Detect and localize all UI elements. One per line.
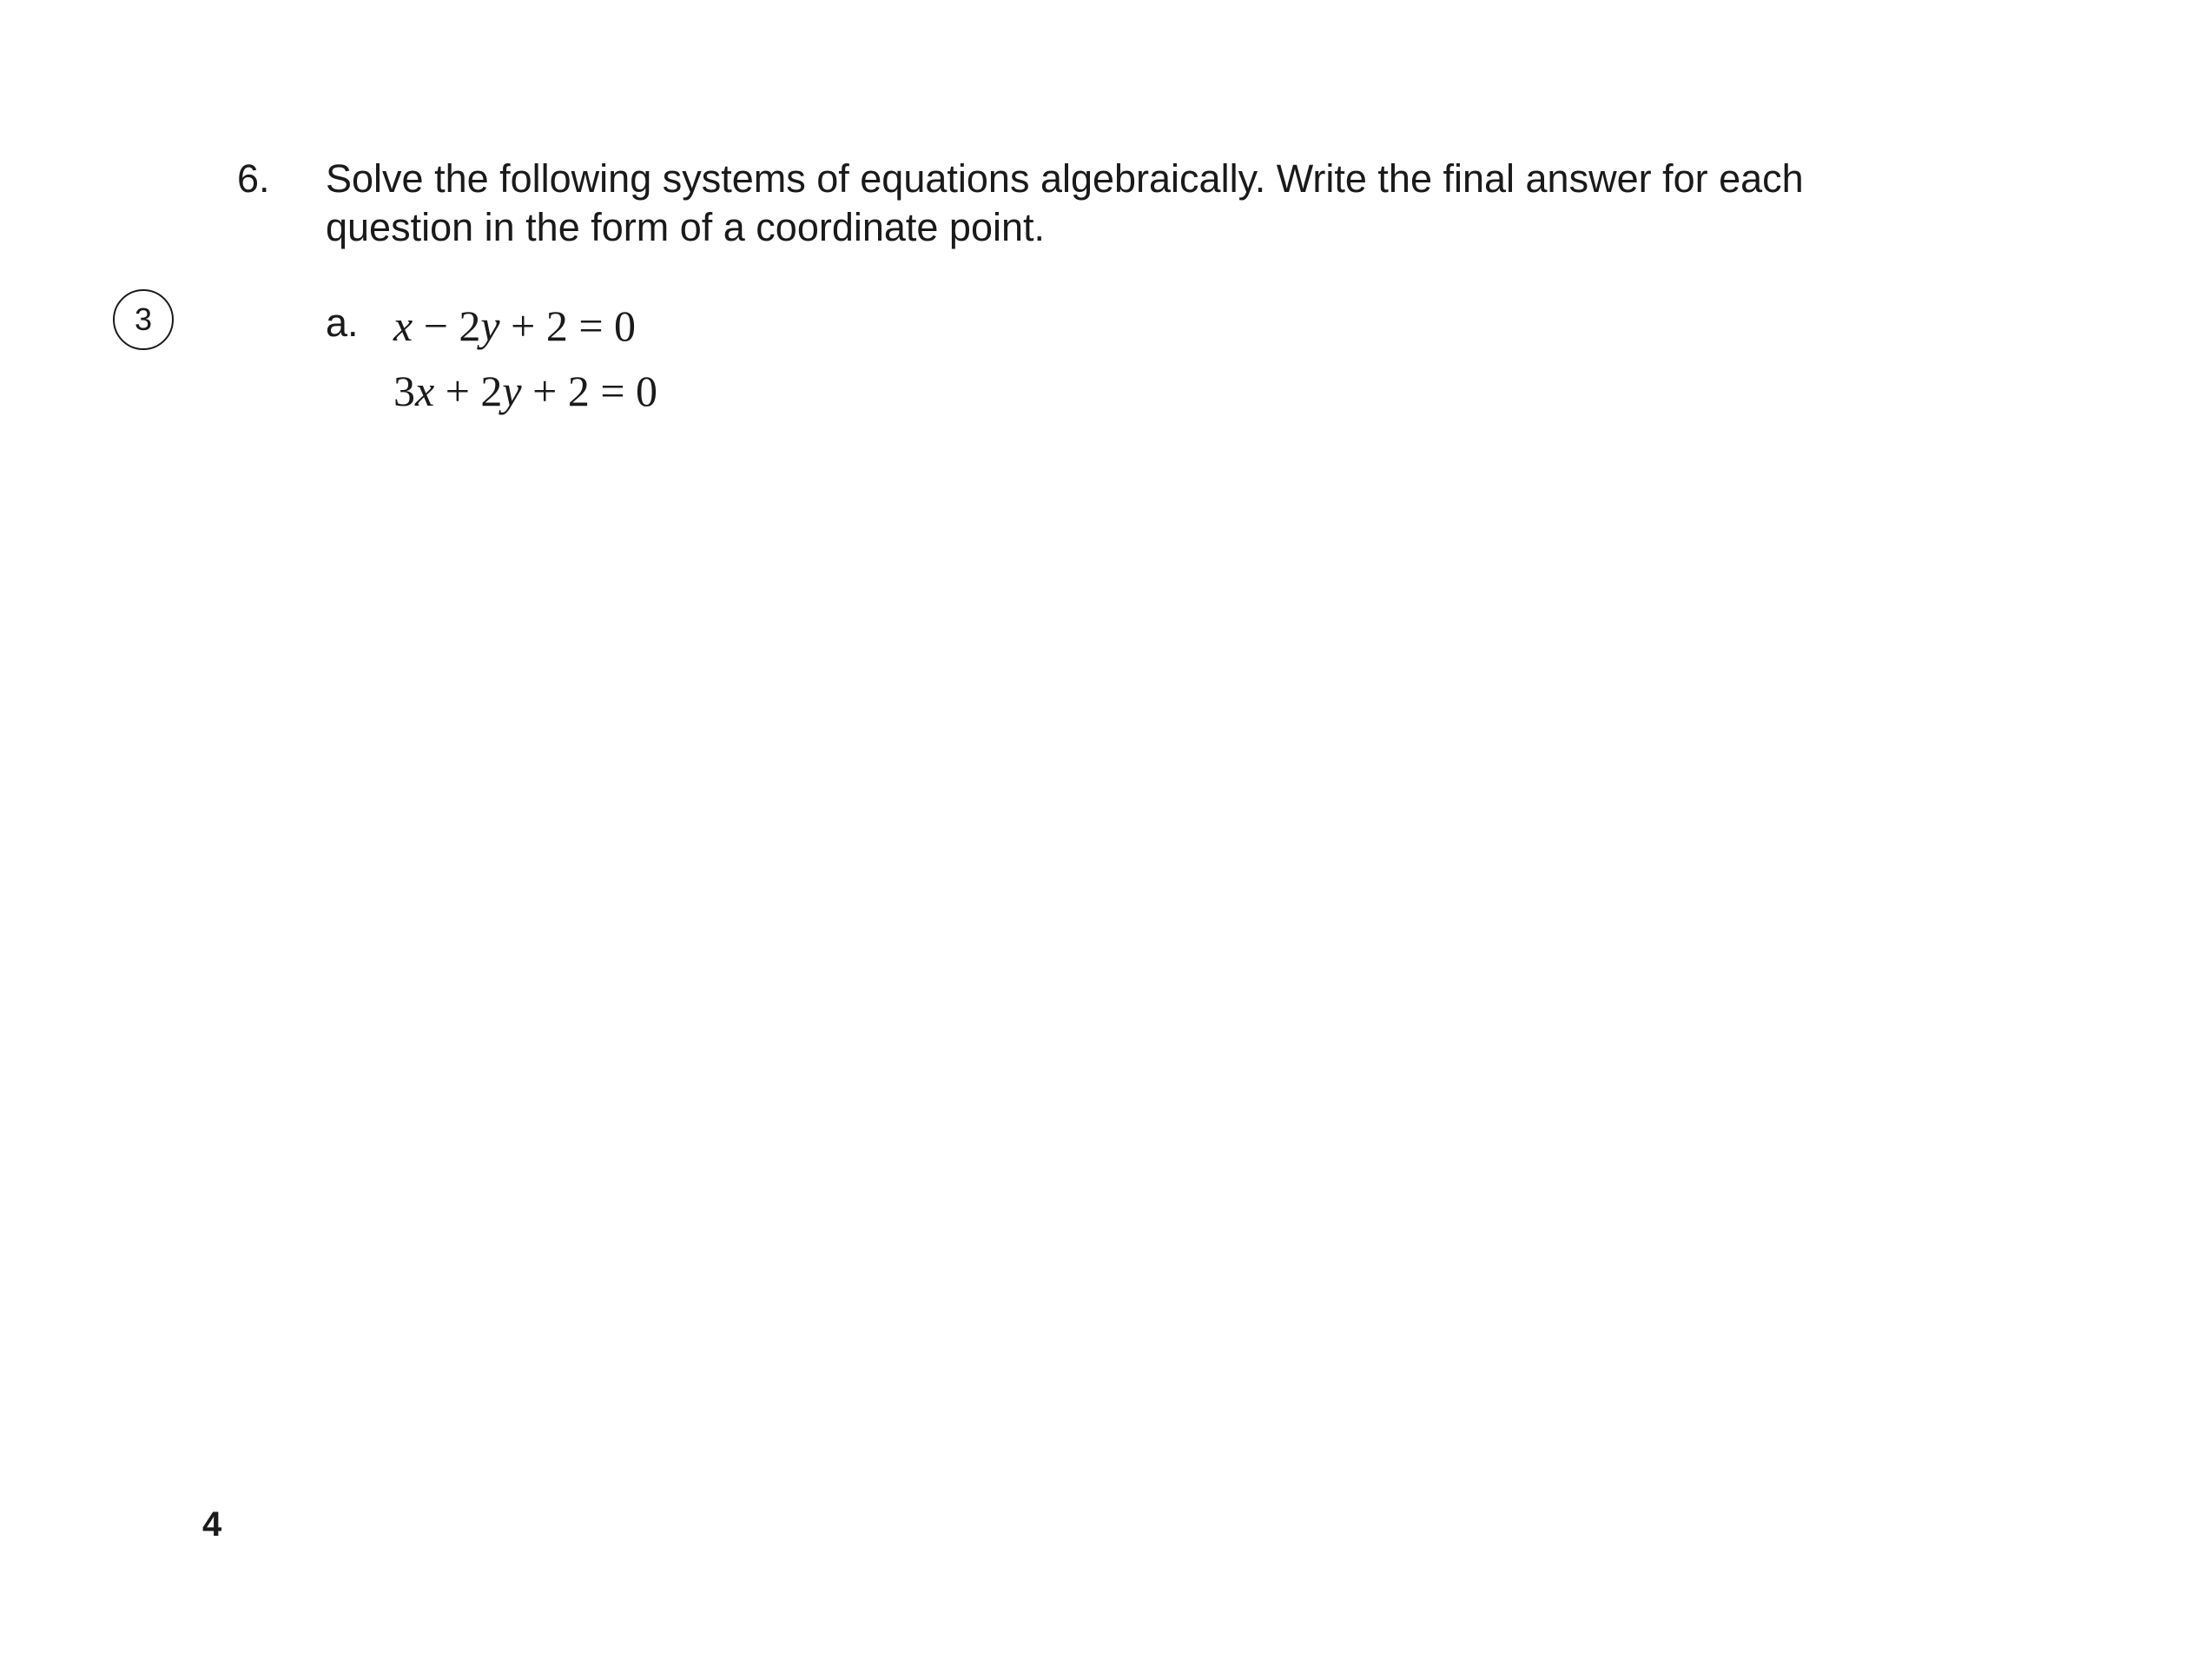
equation-1: x − 2y + 2 = 0 [393,301,637,350]
part-a-label: a. [326,301,359,345]
marks-badge: 3 [113,289,174,350]
page-number: 4 [202,1505,222,1544]
equation-2: 3x + 2y + 2 = 0 [393,367,658,415]
question-text: Solve the following systems of equations algebraically. Write the final answer for each question in the form of a coordinate point. [326,156,1804,249]
question-number: 6. [237,156,270,201]
